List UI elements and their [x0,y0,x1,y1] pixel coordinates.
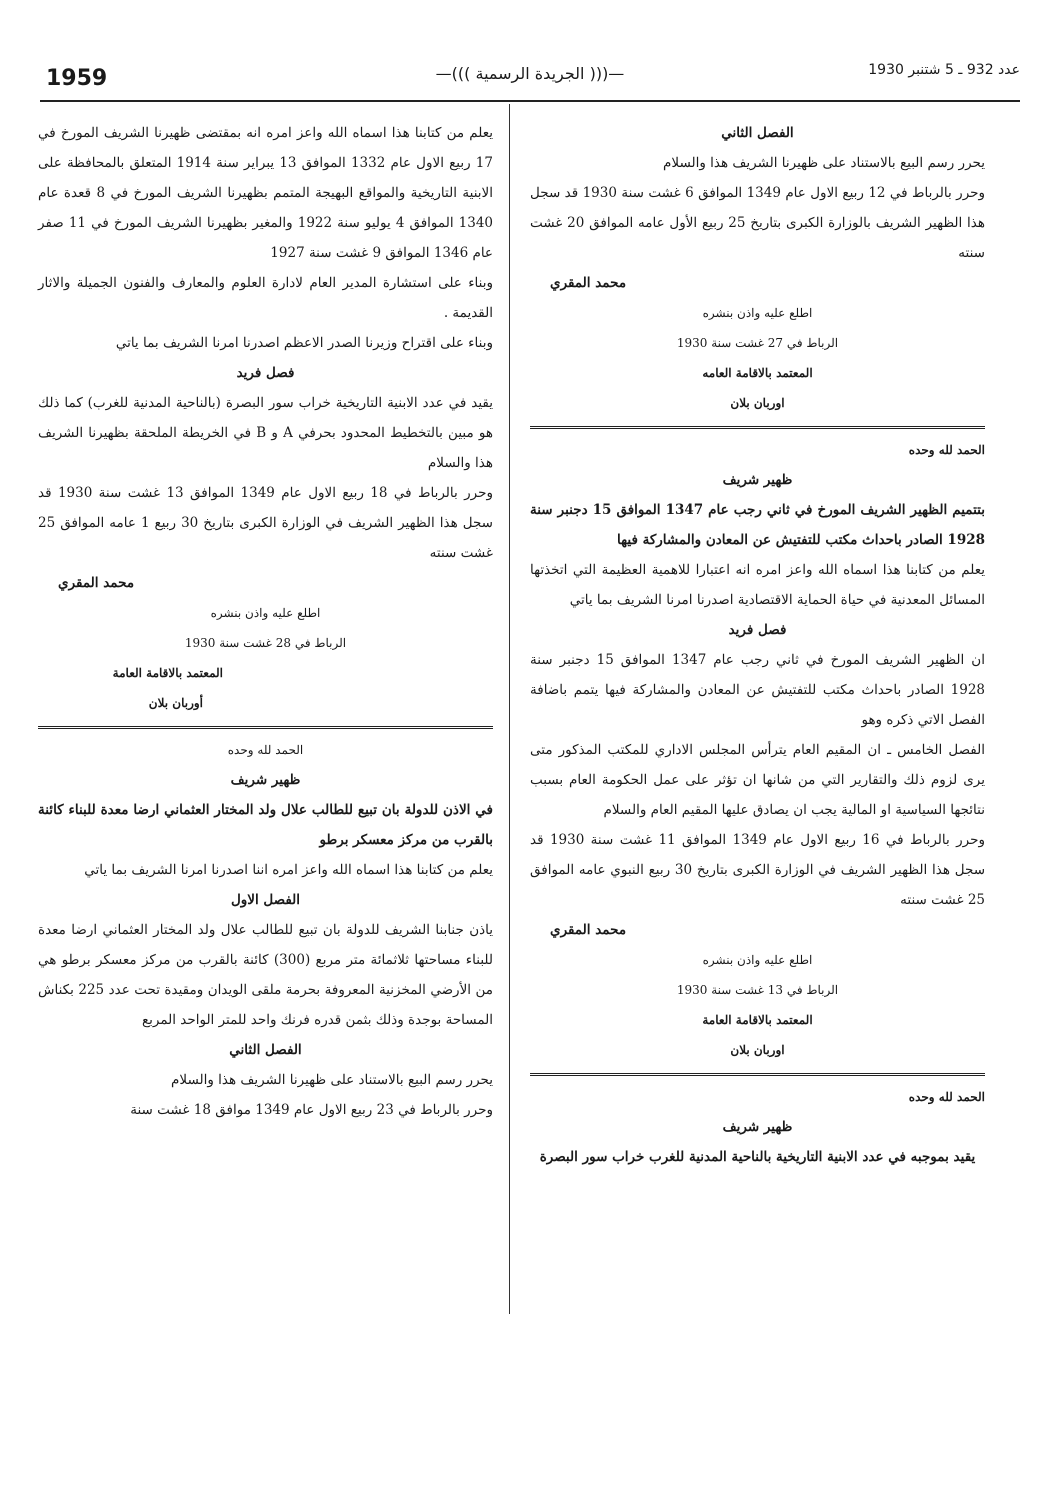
resident-title: المعتمد بالاقامة العامة [702,1013,813,1027]
decree-title: ظهير شريف [230,772,301,788]
resident-name: أوربان بلان [148,696,203,710]
page-header [40,58,1020,98]
page-number: 1959 [46,66,108,91]
section-divider [38,726,493,729]
paragraph: يحرر رسم البيع بالاستناد على ظهيرنا الشريف هذا والسلام [663,155,985,171]
opener: الحمد لله وحده [908,1090,985,1104]
paragraph: وحرر بالرباط في 23 ربيع الاول عام 1349 موافق 18 غشت سنة [130,1102,493,1118]
approval: اطلع عليه واذن بنشره [702,306,813,320]
decree-subject: يقيد بموجبه في عدد الابنية التاريخية بالناحية المدنية للغرب خراب سور البصرة [539,1149,976,1165]
decree-subject: في الاذن للدولة بان تبيع للطالب علال ولد المختار العثماني ارضا معدة للبناء كائنة بالقرب من مركز معسكر برطو [38,802,493,848]
left-column [38,118,493,1125]
approval-date: الرباط في 28 غشت سنة 1930 [184,636,347,650]
approval-date: الرباط في 27 غشت سنة 1930 [676,336,839,350]
paragraph: وبناء على اقتراح وزيرنا الصدر الاعظم اصدرنا امرنا الشريف بما ياتي [115,335,493,351]
paragraph: يقيد في عدد الابنية التاريخية خراب سور البصرة (بالناحية المدنية للغرب) كما ذلك هو مبين بالتخطيط المحدود بحرفي A و B في الخريطة الملحقة بظهيرنا الشريف هذا والسلام [38,395,493,471]
section-heading: الفصل الثاني [721,125,794,141]
signer: محمد المقري [550,922,627,938]
gazette-title: —((( الجريدة الرسمية )))— [435,64,625,83]
approval: اطلع عليه واذن بنشره [210,606,321,620]
preamble: يعلم من كتابنا هذا اسماه الله واعز امره اننا اصدرنا امرنا الشريف بما ياتي [84,862,493,878]
resident-title: المعتمد بالاقامة العامه [702,366,813,380]
paragraph: وحرر بالرباط في 18 ربيع الاول عام 1349 الموافق 13 غشت سنة 1930 قد سجل هذا الظهير الشريف في الوزارة الكبرى بتاريخ 30 ربيع 1 عامه الموافق 25 غشت سنته [38,485,493,561]
preamble: يعلم من كتابنا هذا اسماه الله واعز امره انه بمقتضى ظهيرنا الشريف المورخ في 17 ربيع الاول عام 1332 الموافق 13 يبراير سنة 1914 المتعلق بالمحافظة على الابنية التاريخية والمواقع البهيجة المتمم بظهيرنا الشريف المورخ في 8 قعدة عام 1340 الموافق 4 يوليو سنة 1922 والمغير بظهيرنا الشريف المورخ في 11 صفر عام 1346 الموافق 9 غشت سنة 1927 [38,125,493,261]
approval: اطلع عليه واذن بنشره [702,953,813,967]
column-divider [509,104,510,1314]
decree-title: ظهير شريف [722,472,793,488]
paragraph: وحرر بالرباط في 12 ربيع الاول عام 1349 الموافق 6 غشت سنة 1930 قد سجل هذا الظهير الشريف بالوزارة الكبرى بتاريخ 25 ربيع الأول عامه الموافق 20 غشت سنته [530,185,986,261]
chapter-heading: الفصل الاول [230,892,301,908]
right-column [530,118,985,1172]
chapter-heading: فصل فريد [728,622,787,638]
paragraph: الفصل الخامس ـ ان المقيم العام يترأس المجلس الاداري للمكتب المذكور متى يرى لزوم ذلك والتقارير التي من شانها ان تؤثر على عمل الحكومة العام بسبب نتائجها السياسية او المالية يجب ان يصادق عليها المقيم العام والسلام [530,742,985,818]
approval-date: الرباط في 13 غشت سنة 1930 [676,983,839,997]
opener: الحمد لله وحده [908,443,985,457]
header-rule [40,100,1020,102]
signer: محمد المقري [550,275,627,291]
paragraph: ياذن جنابنا الشريف للدولة بان تبيع للطالب علال ولد المختار العثماني ارضا معدة للبناء مساحتها ثلاثمائة متر مربع (300) كائنة بالقرب من مركز معسكر برطو هي من الأرضي المخزنية المعروفة بحرمة ملقى الويدان ومقيدة تحت عدد 225 بكناش المساحة بوجدة وذلك بثمن قدره فرنك واحد للمتر الواحد المربع [38,922,494,1028]
chapter-heading: فصل فريد [236,365,295,381]
resident-title: المعتمد بالاقامة العامة [112,666,223,680]
decree-title: ظهير شريف [722,1119,793,1135]
resident-name: اوربان بلان [730,1043,785,1057]
paragraph: وحرر بالرباط في 16 ربيع الاول عام 1349 الموافق 11 غشت سنة 1930 قد سجل هذا الظهير الشريف في الوزارة الكبرى بتاريخ 30 ربيع النبوي عامه الموافق 25 غشت سنته [530,832,985,908]
paragraph: وبناء على استشارة المدير العام لادارة العلوم والمعارف والفنون الجميلة والاثار القديمة . [38,275,493,321]
issue-info: عدد 932 ـ 5 شتنبر 1930 [868,62,1020,78]
opener: الحمد لله وحده [227,743,304,757]
chapter-heading: الفصل الثاني [229,1042,302,1058]
preamble: يعلم من كتابنا هذا اسماه الله واعز امره انه اعتبارا للاهمية العظيمة التي اتخذتها المسائل المعدنية في حياة الحماية الاقتصادية اصدرنا امرنا الشريف بما ياتي [530,562,985,608]
paragraph: ان الظهير الشريف المورخ في ثاني رجب عام 1347 الموافق 15 دجنبر سنة 1928 الصادر باحداث مكتب للتفتيش عن المعادن والمشاركة فيها يتمم باضافة الفصل الاتي ذكره وهو [530,652,985,728]
resident-name: اوربان بلان [730,396,785,410]
decree-subject: بتتميم الظهير الشريف المورخ في ثاني رجب عام 1347 الموافق 15 دجنبر سنة 1928 الصادر باحداث مكتب للتفتيش عن المعادن والمشاركة فيها [530,502,985,548]
section-divider [530,426,985,429]
section-divider [530,1073,985,1076]
signer: محمد المقري [58,575,135,591]
paragraph: يحرر رسم البيع بالاستناد على ظهيرنا الشريف هذا والسلام [171,1072,493,1088]
